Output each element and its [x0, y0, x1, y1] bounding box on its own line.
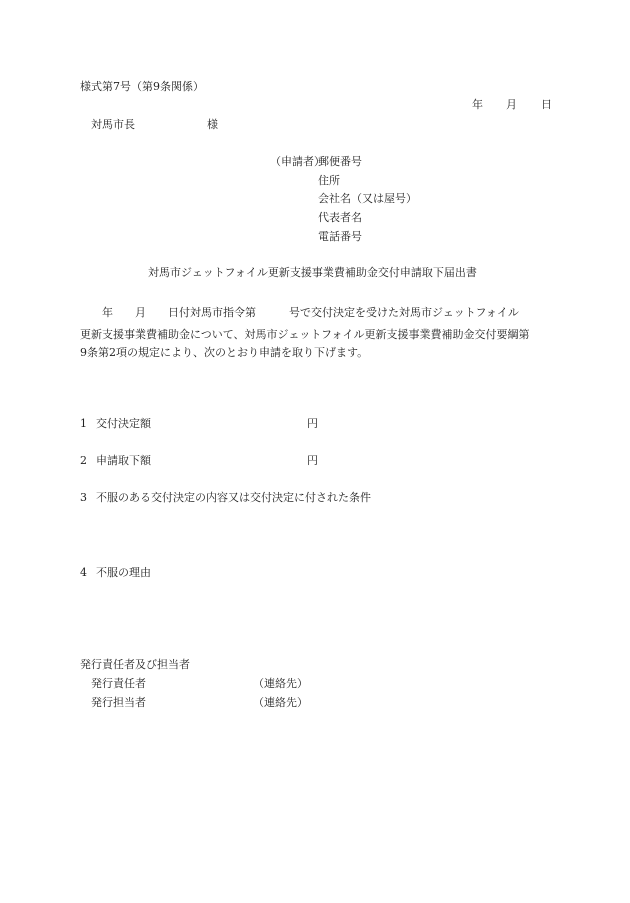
applicant-postal-label: 郵便番号: [318, 155, 362, 168]
body-line-1: 年 月 日付対馬市指令第 号で交付決定を受けた対馬市ジェットフォイル: [102, 306, 519, 319]
issuer-heading: 発行責任者及び担当者: [80, 658, 190, 671]
applicant-company-label: 会社名（又は屋号）: [318, 192, 417, 205]
issuer-contact-person-contact: （連絡先）: [253, 696, 308, 709]
form-number: 様式第7号（第9条関係）: [80, 80, 204, 93]
item-1-number: 1: [80, 417, 87, 430]
item-2-number: 2: [80, 454, 87, 467]
applicant-prefix: （申請者）: [270, 155, 325, 168]
item-1-label: 交付決定額: [96, 417, 151, 430]
item-2-label: 申請取下額: [96, 454, 151, 467]
item-3-number: 3: [80, 491, 87, 504]
issuer-contact-person-label: 発行担当者: [91, 696, 146, 709]
item-4-number: 4: [80, 566, 87, 579]
applicant-phone-label: 電話番号: [318, 230, 362, 243]
addressee-honorific: 様: [207, 118, 218, 131]
issuer-responsible-contact: （連絡先）: [253, 677, 308, 690]
body-line-2: 更新支援事業費補助金について、対馬市ジェットフォイル更新支援事業費補助金交付要綱第: [80, 328, 530, 341]
item-3-label: 不服のある交付決定の内容又は交付決定に付された条件: [96, 491, 371, 504]
applicant-address-label: 住所: [318, 174, 340, 187]
item-1-unit: 円: [307, 417, 318, 430]
document-title: 対馬市ジェットフォイル更新支援事業費補助金交付申請取下届出書: [148, 266, 477, 279]
date-day: 日: [541, 98, 552, 111]
date-month: 月: [506, 98, 517, 111]
issuer-responsible-label: 発行責任者: [91, 677, 146, 690]
item-2-unit: 円: [307, 454, 318, 467]
body-line-3: 9条第2項の規定により、次のとおり申請を取り下げます。: [80, 346, 369, 359]
item-4-label: 不服の理由: [96, 566, 151, 579]
applicant-representative-label: 代表者名: [318, 211, 362, 224]
addressee-name: 対馬市長: [91, 118, 135, 131]
date-year: 年: [472, 98, 483, 111]
